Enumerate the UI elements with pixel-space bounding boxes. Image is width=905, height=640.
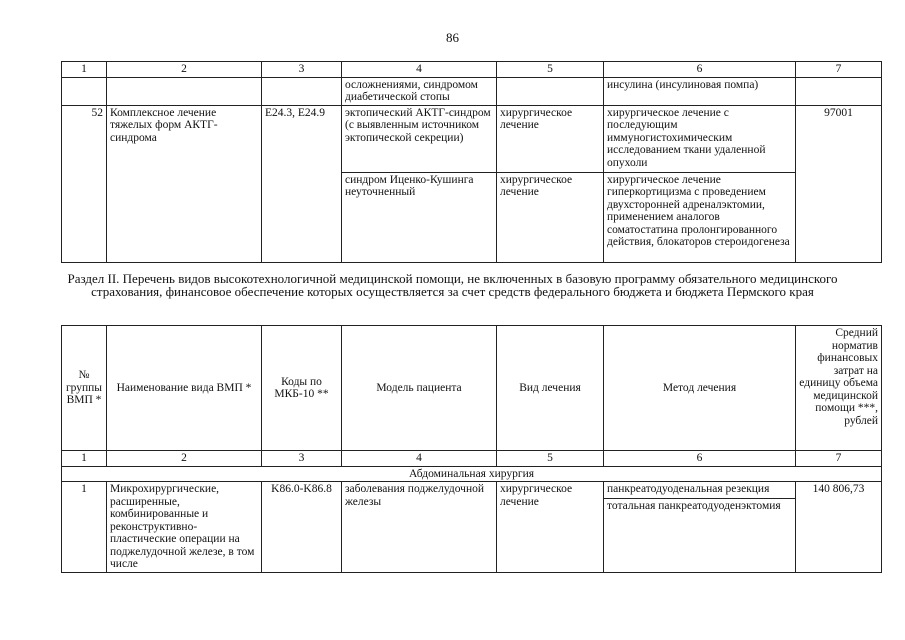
column-number: 1 [62, 451, 107, 467]
row-number: 52 [62, 105, 107, 262]
treatment-method-cell: хирургическое лечение с последующим иммуногистохимическим исследованием ткани удаленной опухоли [604, 105, 796, 172]
header-name: Наименование вида ВМП * [107, 326, 262, 451]
column-number: 3 [262, 62, 342, 78]
vmp-name-cell: Комплексное лечение тяжелых форм АКТГ-синдрома [107, 105, 262, 262]
column-number: 6 [604, 62, 796, 78]
column-number: 7 [796, 62, 882, 78]
patient-model-cell: эктопический АКТГ-синдром (с выявленным источником эктопической секреции) [342, 105, 497, 172]
continuation-row [62, 77, 882, 105]
icd-codes-cell: E24.3, E24.9 [262, 105, 342, 262]
method-item: панкреатодуоденальная резекция [607, 483, 770, 495]
table-row-52 [62, 105, 882, 172]
column-number: 4 [342, 62, 497, 78]
column-number: 4 [342, 451, 497, 467]
header-group: № группы ВМП * [62, 326, 107, 451]
column-number: 1 [62, 62, 107, 78]
header-model: Модель пациента [342, 326, 497, 451]
category-label: Абдоминальная хирургия [62, 466, 882, 482]
row-number: 1 [62, 482, 107, 573]
column-number: 2 [107, 451, 262, 467]
header-method: Метод лечения [604, 326, 796, 451]
column-number: 3 [262, 451, 342, 467]
top-column-numbers-row [62, 62, 882, 78]
treatment-method-cell: хирургическое лечение гиперкортицизма с проведением двухсторонней адреналэктомии, применением аналогов соматостатина пролонгированного действия, блокаторов стероидогенеза [604, 172, 796, 262]
treatment-type-cell: хирургическое лечение [497, 482, 604, 573]
patient-model-cell: синдром Иценко-Кушинга неуточненный [342, 172, 497, 262]
category-row [62, 466, 882, 482]
bottom-column-numbers-row [62, 451, 882, 467]
column-number: 5 [497, 451, 604, 467]
method-item: тотальная панкреатодуоденэктомия [604, 498, 795, 513]
vmp-name-cell: Микрохирургические, расширенные, комбинированные и реконструктивно-пластические операции на поджелудочной железе, в том числе [107, 482, 262, 573]
column-number: 7 [796, 451, 882, 467]
column-number: 6 [604, 451, 796, 467]
cost-cell: 140 806,73 [796, 482, 882, 573]
header-row [62, 326, 882, 451]
column-number: 2 [107, 62, 262, 78]
treatment-type-cell: хирургическое лечение [497, 172, 604, 262]
treatment-method-cell: инсулина (инсулиновая помпа) [604, 77, 796, 105]
icd-codes-cell: K86.0-K86.8 [262, 482, 342, 573]
treatment-type-cell: хирургическое лечение [497, 105, 604, 172]
top-table [61, 61, 882, 263]
section-title: Раздел II. Перечень видов высокотехнологичной медицинской помощи, не включенных в базовую программу обязательного медицинского страхования, финансовое обеспечение которых осуществляется за счет средств федерального бюджета и бюджета Пермского края [67, 271, 838, 299]
cost-cell: 97001 [796, 105, 882, 262]
column-number: 5 [497, 62, 604, 78]
patient-model-cell: осложнениями, синдромом диабетической стопы [342, 77, 497, 105]
header-cost: Средний норматив финансовых затрат на единицу объема медицинской помощи ***, рублей [796, 326, 882, 451]
patient-model-cell: заболевания поджелудочной железы [342, 482, 497, 573]
bottom-table [61, 325, 882, 573]
header-codes: Коды по МКБ-10 ** [262, 326, 342, 451]
table-row-1 [62, 482, 882, 573]
header-type: Вид лечения [497, 326, 604, 451]
treatment-method-cell [604, 482, 796, 573]
page-number: 86 [446, 30, 459, 45]
